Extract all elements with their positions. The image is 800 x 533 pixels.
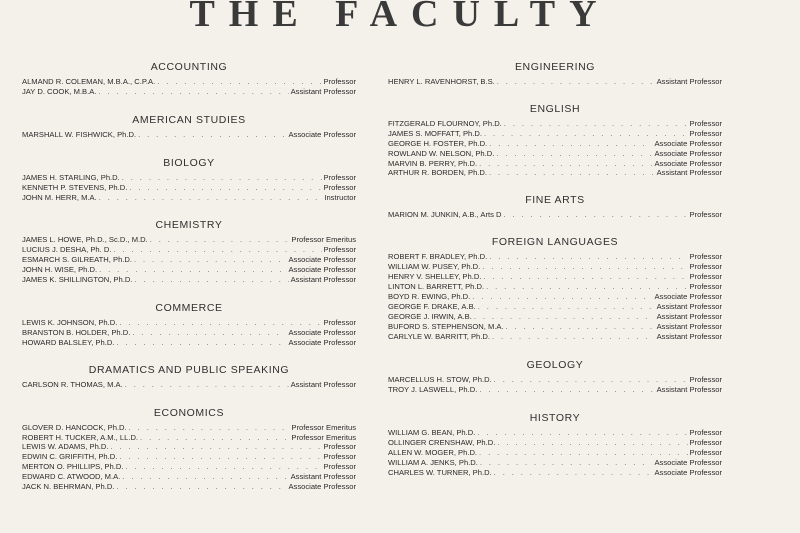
- dot-leader: [504, 210, 688, 220]
- faculty-name: ALMAND R. COLEMAN, M.B.A., C.P.A.: [22, 77, 156, 86]
- faculty-rank: Professor: [689, 118, 722, 128]
- faculty-rank: Associate Professor: [288, 482, 356, 492]
- faculty-entry: [22, 77, 356, 87]
- faculty-name: HENRY V. SHELLEY, Ph.D.: [388, 272, 482, 282]
- faculty-rank: Associate Professor: [654, 467, 722, 477]
- faculty-name: OLLINGER CRENSHAW, Ph.D.: [388, 438, 496, 448]
- faculty-rank: Associate Professor: [654, 457, 722, 467]
- faculty-rank: Instructor: [324, 192, 356, 202]
- faculty-entry: [22, 328, 356, 338]
- faculty-entry: [388, 332, 722, 342]
- department-heading: GEOLOGY: [526, 359, 584, 372]
- dot-leader: [119, 452, 321, 462]
- department-heading: FOREIGN LANGUAGES: [491, 236, 619, 249]
- dot-leader: [99, 193, 323, 203]
- faculty-rank: Associate Professor: [654, 148, 722, 158]
- faculty-entry: [388, 438, 722, 448]
- faculty-rank: Associate Professor: [288, 255, 356, 265]
- faculty-list: [388, 375, 722, 395]
- faculty-name: ROBERT H. TUCKER, A.M., LL.D.: [22, 432, 139, 442]
- faculty-name: BUFORD S. STEPHENSON, M.A.: [388, 321, 504, 331]
- dot-leader: [504, 119, 688, 129]
- faculty-name: GEORGE F. DRAKE, A.B.: [388, 301, 476, 311]
- dot-leader: [480, 458, 653, 468]
- faculty-list: [388, 210, 722, 220]
- faculty-rank: Professor: [323, 172, 356, 182]
- faculty-entry: [22, 235, 356, 245]
- faculty-entry: [388, 302, 722, 312]
- faculty-rank: Assistant Professor: [290, 275, 356, 285]
- faculty-name: MARSHALL W. FISHWICK, Ph.D.: [22, 129, 137, 139]
- department-heading: COMMERCE: [155, 301, 223, 314]
- faculty-rank: Associate Professor: [654, 138, 722, 148]
- department-heading: ECONOMICS: [153, 406, 225, 419]
- dot-leader: [497, 77, 655, 87]
- faculty-list: [22, 380, 356, 390]
- faculty-rank: Professor: [689, 262, 722, 272]
- faculty-entry: [22, 462, 356, 472]
- dot-leader: [489, 168, 655, 178]
- faculty-entry: [22, 452, 356, 462]
- department-heading: HISTORY: [529, 412, 581, 425]
- faculty-rank: Professor: [323, 245, 356, 255]
- faculty-name: WILLIAM A. JENKS, Ph.D.: [388, 457, 478, 467]
- department-section: [22, 60, 356, 97]
- faculty-entry: [22, 380, 356, 390]
- faculty-entry: [22, 275, 356, 285]
- faculty-name: ESMARCH S. GILREATH, Ph.D.: [22, 255, 132, 265]
- faculty-rank: Professor: [689, 210, 722, 220]
- dot-leader: [496, 149, 652, 159]
- faculty-name: BOYD R. EWING, Ph.D.: [388, 291, 471, 301]
- faculty-name: CARLYLE W. BARRITT, Ph.D.: [388, 331, 490, 341]
- faculty-rank: Assistant Professor: [656, 301, 722, 311]
- faculty-name: MARION M. JUNKIN, A.B., Arts D: [388, 210, 502, 220]
- faculty-rank: Professor: [323, 317, 356, 327]
- faculty-name: CARLSON R. THOMAS, M.A.: [22, 379, 123, 389]
- faculty-name: LUCIUS J. DESHA, Ph. D.: [22, 245, 112, 255]
- department-section: [388, 235, 722, 341]
- dot-leader: [474, 312, 655, 322]
- faculty-name: EDWARD C. ATWOOD, M.A.: [22, 472, 121, 482]
- dot-leader: [113, 245, 321, 255]
- faculty-rank: Professor: [689, 281, 722, 291]
- faculty-entry: [22, 338, 356, 348]
- dot-leader: [134, 255, 286, 265]
- dot-leader: [478, 302, 655, 312]
- department-section: [22, 363, 356, 390]
- faculty-rank: Assistant Professor: [290, 86, 356, 96]
- department-heading: CHEMISTRY: [155, 219, 223, 232]
- dot-leader: [99, 265, 286, 275]
- dot-leader: [116, 338, 286, 348]
- right-column: [388, 60, 722, 478]
- faculty-rank: Associate Professor: [288, 337, 356, 347]
- faculty-name: JAY D. COOK, M.B.A.: [22, 86, 97, 96]
- faculty-entry: [22, 318, 356, 328]
- dot-leader: [140, 433, 289, 443]
- faculty-name: EDWIN C. GRIFFITH, Ph.D.: [22, 452, 118, 462]
- dot-leader: [157, 77, 321, 87]
- faculty-entry: [388, 272, 722, 282]
- faculty-rank: Associate Professor: [288, 129, 356, 139]
- dot-leader: [472, 292, 652, 302]
- faculty-name: ALLEN W. MOGER, Ph.D.: [388, 448, 478, 458]
- faculty-rank: Professor: [323, 182, 356, 192]
- faculty-name: HENRY L. RAVENHORST, B.S.: [388, 77, 495, 86]
- faculty-rank: Assistant Professor: [656, 168, 722, 178]
- dot-leader: [129, 423, 290, 433]
- left-column: [22, 60, 356, 492]
- faculty-name: TROY J. LASWELL, Ph.D.: [388, 385, 478, 395]
- faculty-entry: [388, 385, 722, 395]
- faculty-rank: Professor: [323, 442, 356, 452]
- faculty-name: GLOVER D. HANCOCK, Ph.D.: [22, 422, 127, 432]
- page-title: THE FACULTY: [189, 0, 611, 35]
- faculty-rank: Professor: [689, 252, 722, 262]
- faculty-list: [388, 252, 722, 341]
- faculty-name: ROBERT F. BRADLEY, Ph.D.: [388, 252, 488, 262]
- dot-leader: [483, 272, 687, 282]
- faculty-name: JACK N. BEHRMAN, Ph.D.: [22, 482, 115, 492]
- faculty-rank: Professor: [323, 77, 356, 86]
- dot-leader: [98, 87, 288, 97]
- faculty-entry: [388, 262, 722, 272]
- faculty-rank: Assistant Professor: [656, 311, 722, 321]
- faculty-name: WILLIAM G. BEAN, Ph.D.: [388, 428, 476, 438]
- department-section: [388, 102, 722, 178]
- dot-leader: [494, 468, 653, 478]
- faculty-name: MARCELLUS H. STOW, Ph.D.: [388, 375, 492, 385]
- department-section: [388, 411, 722, 478]
- dot-leader: [122, 173, 322, 183]
- department-section: [22, 406, 356, 492]
- faculty-rank: Professor: [689, 428, 722, 438]
- faculty-entry: [22, 442, 356, 452]
- faculty-name: JOHN H. WISE, Ph.D.: [22, 265, 98, 275]
- dot-leader: [138, 130, 286, 140]
- dot-leader: [122, 472, 288, 482]
- faculty-rank: Associate Professor: [654, 158, 722, 168]
- faculty-name: KENNETH P. STEVENS, Ph.D.: [22, 182, 128, 192]
- faculty-list: [22, 77, 356, 97]
- faculty-rank: Assistant Professor: [290, 379, 356, 389]
- dot-leader: [489, 139, 652, 149]
- faculty-name: WILLIAM W. PUSEY, Ph.D.: [388, 262, 481, 272]
- dot-leader: [486, 282, 687, 292]
- faculty-name: LEWIS W. ADAMS, Ph.D.: [22, 442, 109, 452]
- dot-leader: [489, 252, 687, 262]
- department-heading: ENGLISH: [529, 102, 581, 115]
- faculty-entry: [388, 119, 722, 129]
- faculty-rank: Professor Emeritus: [291, 432, 356, 442]
- faculty-name: GEORGE H. FOSTER, Ph.D.: [388, 138, 488, 148]
- faculty-name: MERTON O. PHILLIPS, Ph.D.: [22, 462, 124, 472]
- faculty-entry: [388, 252, 722, 262]
- faculty-entry: [22, 265, 356, 275]
- faculty-entry: [22, 245, 356, 255]
- dot-leader: [479, 448, 687, 458]
- dot-leader: [494, 375, 688, 385]
- dot-leader: [497, 438, 687, 448]
- faculty-entry: [22, 472, 356, 482]
- faculty-list: [388, 119, 722, 178]
- faculty-rank: Professor: [689, 272, 722, 282]
- faculty-name: JAMES K. SHILLINGTON, Ph.D.: [22, 275, 133, 285]
- faculty-name: LEWIS K. JOHNSON, Ph.D.: [22, 317, 118, 327]
- faculty-entry: [22, 183, 356, 193]
- dot-leader: [125, 462, 321, 472]
- faculty-rank: Professor: [689, 128, 722, 138]
- faculty-entry: [388, 375, 722, 385]
- faculty-entry: [388, 282, 722, 292]
- department-heading: AMERICAN STUDIES: [132, 113, 246, 126]
- faculty-name: CHARLES W. TURNER, Ph.D.: [388, 467, 492, 477]
- faculty-list: [22, 130, 356, 140]
- faculty-entry: [388, 312, 722, 322]
- faculty-rank: Assistant Professor: [656, 385, 722, 395]
- department-heading: FINE ARTS: [525, 194, 585, 207]
- dot-leader: [479, 159, 652, 169]
- faculty-entry: [22, 130, 356, 140]
- faculty-list: [22, 318, 356, 348]
- faculty-entry: [388, 292, 722, 302]
- dot-leader: [492, 332, 655, 342]
- dot-leader: [119, 318, 321, 328]
- faculty-entry: [388, 159, 722, 169]
- faculty-entry: [388, 468, 722, 478]
- faculty-entry: [388, 149, 722, 159]
- faculty-entry: [388, 448, 722, 458]
- faculty-rank: Assistant Professor: [656, 331, 722, 341]
- faculty-rank: Assistant Professor: [656, 321, 722, 331]
- faculty-entry: [22, 482, 356, 492]
- department-section: [388, 193, 722, 220]
- faculty-name: HOWARD BALSLEY, Ph.D.: [22, 337, 115, 347]
- department-section: [22, 113, 356, 140]
- faculty-entry: [22, 433, 356, 443]
- faculty-rank: Associate Professor: [654, 291, 722, 301]
- faculty-list: [22, 235, 356, 285]
- faculty-name: BRANSTON B. HOLDER, Ph.D.: [22, 327, 131, 337]
- department-heading: DRAMATICS AND PUBLIC SPEAKING: [88, 363, 290, 376]
- faculty-name: JAMES L. HOWE, Ph.D., Sc.D., M.D.: [22, 235, 148, 245]
- dot-leader: [477, 428, 687, 438]
- faculty-entry: [388, 322, 722, 332]
- dot-leader: [479, 385, 654, 395]
- dot-leader: [116, 482, 286, 492]
- faculty-rank: Professor Emeritus: [291, 422, 356, 432]
- faculty-entry: [388, 129, 722, 139]
- faculty-entry: [22, 255, 356, 265]
- faculty-name: JAMES S. MOFFATT, Ph.D.: [388, 128, 482, 138]
- faculty-rank: Professor: [689, 438, 722, 448]
- faculty-name: ARTHUR R. BORDEN, Ph.D.: [388, 168, 488, 178]
- dot-leader: [506, 322, 655, 332]
- faculty-name: FITZGERALD FLOURNOY, Ph.D.: [388, 118, 502, 128]
- department-section: [22, 156, 356, 203]
- faculty-name: JAMES H. STARLING, Ph.D.: [22, 172, 120, 182]
- faculty-entry: [22, 193, 356, 203]
- dot-leader: [129, 183, 321, 193]
- dot-leader: [482, 262, 687, 272]
- faculty-entry: [388, 168, 722, 178]
- faculty-name: MARVIN B. PERRY, Ph.D.: [388, 158, 478, 168]
- department-heading: BIOLOGY: [163, 156, 215, 169]
- faculty-rank: Associate Professor: [288, 327, 356, 337]
- department-heading: ENGINEERING: [514, 61, 596, 73]
- dot-leader: [150, 235, 290, 245]
- dot-leader: [134, 275, 288, 285]
- dot-leader: [484, 129, 688, 139]
- department-section: [388, 358, 722, 395]
- faculty-rank: Assistant Professor: [290, 472, 356, 482]
- faculty-entry: [388, 77, 722, 87]
- faculty-name: LINTON L. BARRETT, Ph.D.: [388, 281, 485, 291]
- faculty-rank: Professor: [689, 375, 722, 385]
- faculty-name: JOHN M. HERR, M.A.: [22, 192, 97, 202]
- faculty-entry: [22, 423, 356, 433]
- faculty-list: [388, 428, 722, 478]
- dot-leader: [125, 380, 289, 390]
- department-section: [22, 301, 356, 348]
- department-section: [22, 218, 356, 285]
- faculty-list: [22, 173, 356, 203]
- department-heading: ACCOUNTING: [150, 61, 228, 73]
- faculty-list: [388, 77, 722, 87]
- faculty-rank: Professor: [689, 448, 722, 458]
- department-section: [388, 60, 722, 87]
- dot-leader: [132, 328, 286, 338]
- faculty-entry: [22, 173, 356, 183]
- faculty-rank: Assistant Professor: [656, 77, 722, 86]
- faculty-entry: [388, 458, 722, 468]
- faculty-name: GEORGE J. IRWIN, A.B.: [388, 311, 472, 321]
- faculty-name: ROWLAND W. NELSON, Ph.D.: [388, 148, 495, 158]
- faculty-entry: [388, 139, 722, 149]
- faculty-rank: Professor Emeritus: [291, 235, 356, 245]
- faculty-entry: [388, 428, 722, 438]
- faculty-rank: Professor: [323, 452, 356, 462]
- faculty-entry: [388, 210, 722, 220]
- faculty-list: [22, 423, 356, 492]
- faculty-rank: Professor: [323, 462, 356, 472]
- dot-leader: [111, 442, 322, 452]
- faculty-entry: [22, 87, 356, 97]
- faculty-rank: Associate Professor: [288, 265, 356, 275]
